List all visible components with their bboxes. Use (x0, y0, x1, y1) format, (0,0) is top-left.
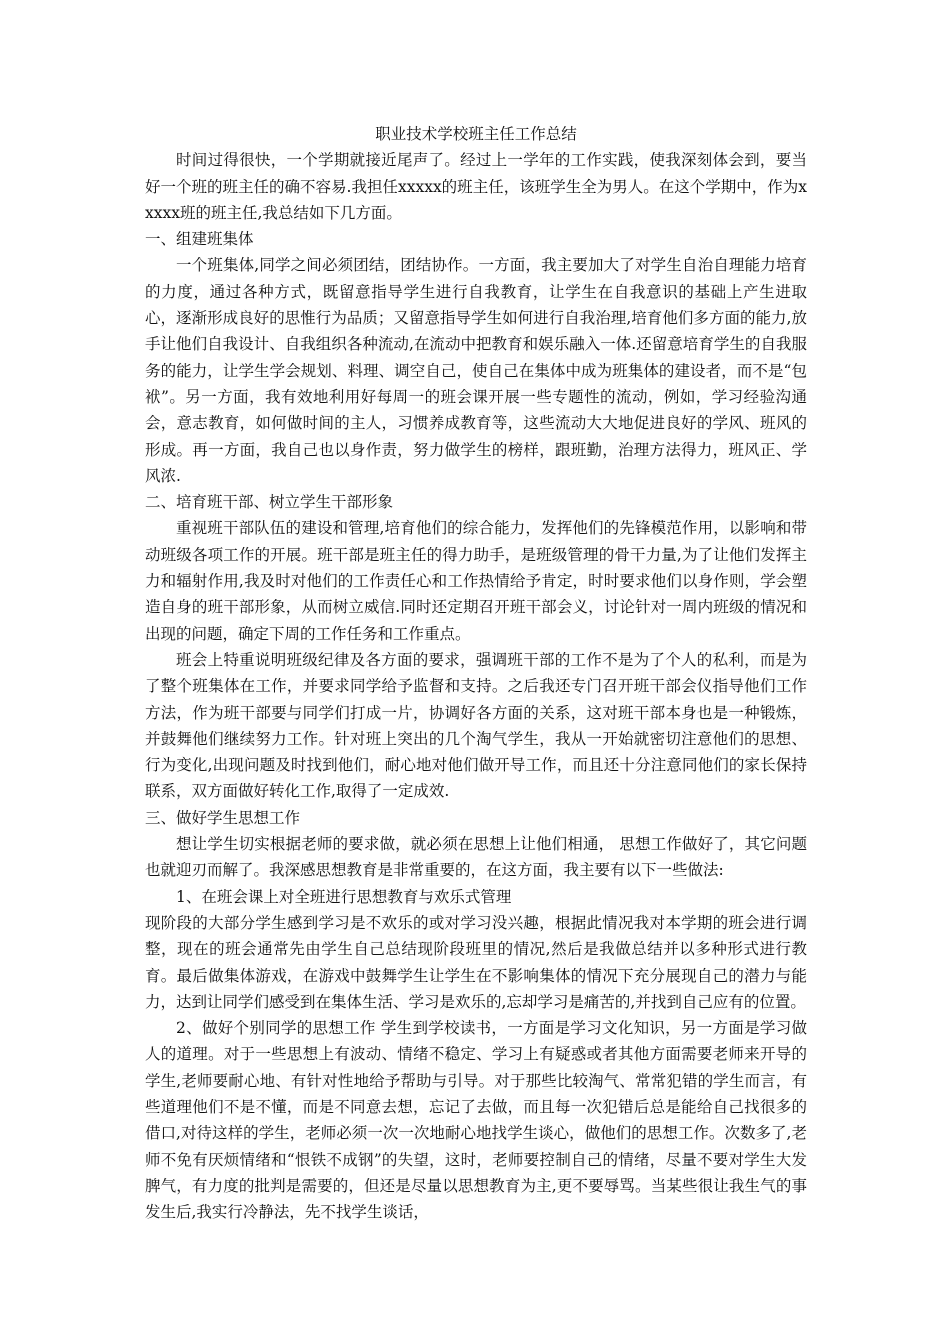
section-2-heading: 二、培育班干部、树立学生干部形象 (145, 493, 394, 512)
section-2-paragraph-2: 班会上特重说明班级纪律及各方面的要求，强调班干部的工作不是为了个人的私利，而是为了整个班集体在工作，并要求同学给予监督和支持。之后我还专门召开班干部会仪指导他们工作方法，作为班干部要与同学们打成一片，协调好各方面的关系，这对班干部本身也是一种锻炼，并鼓舞他们继续努力工作。针对班上突出的几个淘气学生，我从一开始就密切注意他们的思想、行为变化,出现问题及时找到他们，耐心地对他们做开导工作，而且还十分注意同他们的家长保持联系，双方面做好转化工作,取得了一定成效. (145, 650, 807, 801)
document-title: 职业技术学校班主任工作总结 (375, 125, 577, 143)
document-page (145, 121, 807, 1225)
section-3-sub-1-body: 现阶段的大部分学生感到学习是不欢乐的或对学习没兴趣，根据此情况我对本学期的班会进行调整，现在的班会通常先由学生自己总结现阶段班里的情况,然后是我做总结并以多种形式进行教育。最后做集体游戏，在游戏中鼓舞学生让学生在不影响集体的情况下充分展现自己的潜力与能力，达到让同学们感受到在集体生活、学习是欢乐的,忘却学习是痛苦的,并找到自己应有的位置。 (145, 913, 807, 1011)
section-3-paragraph: 想让学生切实根据老师的要求做，就必须在思想上让他们相通， 思想工作做好了，其它问题也就迎刃而解了。我深感思想教育是非常重要的，在这方面，我主要有以下一些做法: (145, 835, 807, 880)
section-3-subheading-1: 1、在班会课上对全班进行思想教育与欢乐式管理 (176, 887, 512, 906)
section-1-paragraph: 一个班集体,同学之间必须团结，团结协作。一方面，我主要加大了对学生自治自理能力培育的力度，通过各种方式，既留意指导学生进行自我教育，让学生在自我意识的基础上产生进取心，逐渐形成良好的思惟行为品质；又留意指导学生如何进行自我治理,培育他们多方面的能力,放手让他们自我设计、自我组织各种流动,在流动中把教育和娱乐融入一体.还留意培育学生的自我服务的能力，让学生学会规划、料理、调空自己，使自己在集体中成为班集体的建设者，而不是“包袱”。另一方面，我有效地利用好每周一的班会课开展一些专题性的流动，例如，学习经验沟通会，意志教育，如何做时间的主人，习惯养成教育等，这些流动大大地促进良好的学风、班风的形成。再一方面，我自己也以身作责，努力做学生的榜样，跟班勤，治理方法得力，班风正、学风浓. (145, 256, 807, 485)
section-1-heading: 一、组建班集体 (145, 230, 254, 249)
intro-paragraph: 时间过得很快，一个学期就接近尾声了。经过上一学年的工作实践，使我深刻体会到，要当好一个班的班主任的确不容易.我担任xxxxx的班主任，该班学生全为男人。在这个学期中，作为xxxxx班的班主任,我总结如下几方面。 (145, 151, 807, 222)
section-2-paragraph-1: 重视班干部队伍的建设和管理,培育他们的综合能力，发挥他们的先锋模范作用，以影响和带动班级各项工作的开展。班干部是班主任的得力助手，是班级管理的骨干力量,为了让他们发挥主力和辐射作用,我及时对他们的工作责任心和工作热情给予肯定，时时要求他们以身作则，学会塑造自身的班干部形象，从而树立威信.同时还定期召开班干部会义，讨论针对一周内班级的情况和出现的问题，确定下周的工作任务和工作重点。 (145, 519, 807, 643)
section-3-sub-2-body: 2、做好个别同学的思想工作 学生到学校读书，一方面是学习文化知识，另一方面是学习做人的道理。对于一些思想上有波动、情绪不稳定、学习上有疑惑或者其他方面需要老师来开导的学生,老师要耐心地、有针对性地给予帮助与引导。对于那些比较淘气、常常犯错的学生而言，有些道理他们不是不懂，而是不同意去想，忘记了去做，而且每一次犯错后总是能给自己找很多的借口,对待这样的学生，老师必须一次一次地耐心地找学生谈心，做他们的思想工作。次数多了,老师不免有厌烦情绪和“恨铁不成钢”的失望，这时，老师要控制自己的情绪，尽量不要对学生大发脾气，有力度的批判是需要的，但还是尽量以思想教育为主,更不要辱骂。当某些很让我生气的事发生后,我实行冷静法，先不找学生谈话， (145, 1019, 807, 1222)
section-3-heading: 三、做好学生思想工作 (145, 808, 301, 827)
